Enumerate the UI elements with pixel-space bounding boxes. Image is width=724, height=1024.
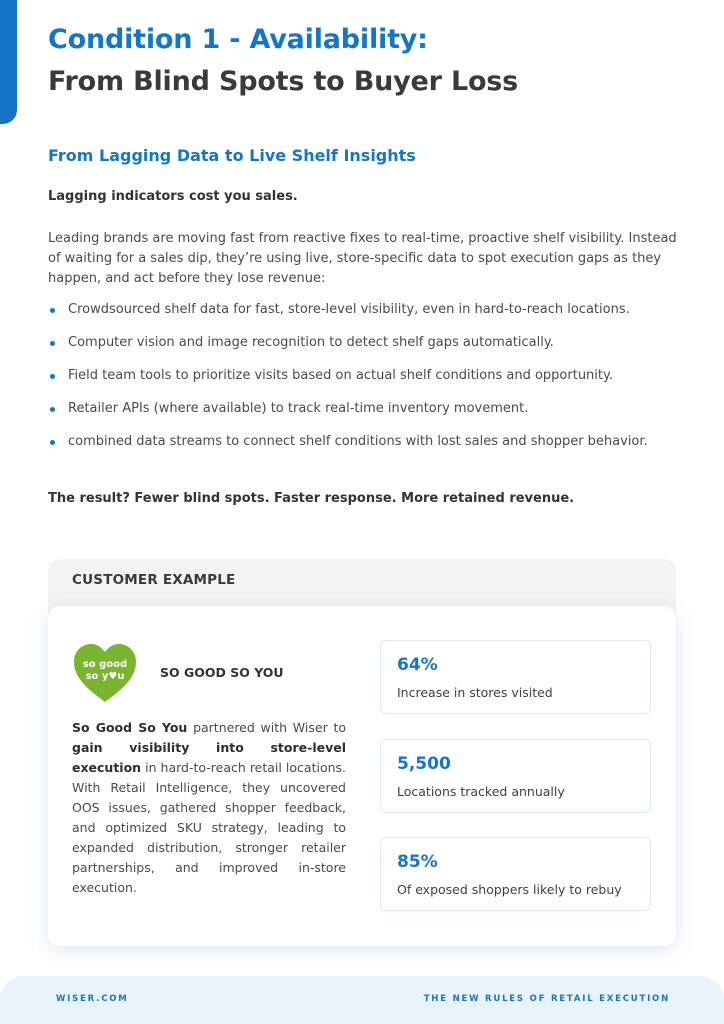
brand-name: SO GOOD SO YOU	[160, 665, 284, 680]
page-footer	[0, 976, 724, 1024]
list-item-text: Retailer APIs (where available) to track real-time inventory movement.	[68, 401, 529, 416]
story-highlight: gain visibility into store-level execution	[72, 740, 346, 775]
list-item-text: Crowdsourced shelf data for fast, store-level visibility, even in hard-to-reach locations.	[68, 302, 630, 317]
bullet-dot-icon	[50, 341, 55, 346]
stat-value: 5,500	[397, 754, 451, 774]
stat-value: 64%	[397, 655, 438, 675]
so-good-so-you-logo	[72, 642, 138, 704]
customer-story	[72, 718, 346, 898]
list-item	[48, 333, 688, 366]
stat-label: Locations tracked annually	[397, 784, 565, 799]
lead-sentence: Lagging indicators cost you sales.	[48, 189, 298, 204]
customer-example-card	[48, 606, 676, 946]
list-item	[48, 366, 688, 399]
stat-label: Of exposed shoppers likely to rebuy	[397, 882, 622, 897]
story-text: in hard-to-reach retail locations. With Retail Intelligence, they uncovered OOS issues, gathered shopper feedback, and optimized SKU strategy, leading to expanded distribution, stronger retailer partnerships, and improved in-store execution.	[72, 760, 346, 895]
list-item	[48, 300, 688, 333]
section-subheading: From Lagging Data to Live Shelf Insights	[48, 146, 416, 165]
bullet-dot-icon	[50, 308, 55, 313]
customer-example-label: CUSTOMER EXAMPLE	[72, 572, 236, 588]
footer-website: WISER.COM	[56, 994, 129, 1004]
list-item	[48, 399, 688, 432]
list-item	[48, 432, 688, 465]
page-title-line2: From Blind Spots to Buyer Loss	[48, 66, 519, 97]
stat-card	[380, 640, 651, 714]
list-item-text: combined data streams to connect shelf conditions with lost sales and shopper behavior.	[68, 434, 648, 449]
customer-example	[48, 559, 676, 946]
logo-text-line2: so y♥u	[85, 671, 125, 682]
result-statement: The result? Fewer blind spots. Faster response. More retained revenue.	[48, 491, 575, 506]
bullet-dot-icon	[50, 407, 55, 412]
bullet-dot-icon	[50, 374, 55, 379]
story-text: partnered with Wiser to	[187, 720, 346, 735]
footer-document-title: THE NEW RULES OF RETAIL EXECUTION	[423, 994, 670, 1004]
story-brand: So Good So You	[72, 720, 188, 735]
list-item-text: Computer vision and image recognition to detect shelf gaps automatically.	[68, 335, 554, 350]
stat-card	[380, 837, 651, 911]
intro-paragraph: Leading brands are moving fast from reactive fixes to real-time, proactive shelf visibility. Instead of waiting for a sales dip, they’re using live, store-specific data to spot execution gaps as they happen, and act before they lose revenue:	[48, 231, 677, 286]
stat-card	[380, 739, 651, 813]
page-title-line1: Condition 1 - Availability:	[48, 24, 428, 55]
accent-bar	[0, 0, 17, 124]
list-item-text: Field team tools to prioritize visits based on actual shelf conditions and opportunity.	[68, 368, 613, 383]
bullet-dot-icon	[50, 440, 55, 445]
bullet-list	[48, 300, 688, 465]
stat-label: Increase in stores visited	[397, 685, 553, 700]
logo-text-line1: so good	[82, 659, 128, 670]
stat-value: 85%	[397, 852, 438, 872]
